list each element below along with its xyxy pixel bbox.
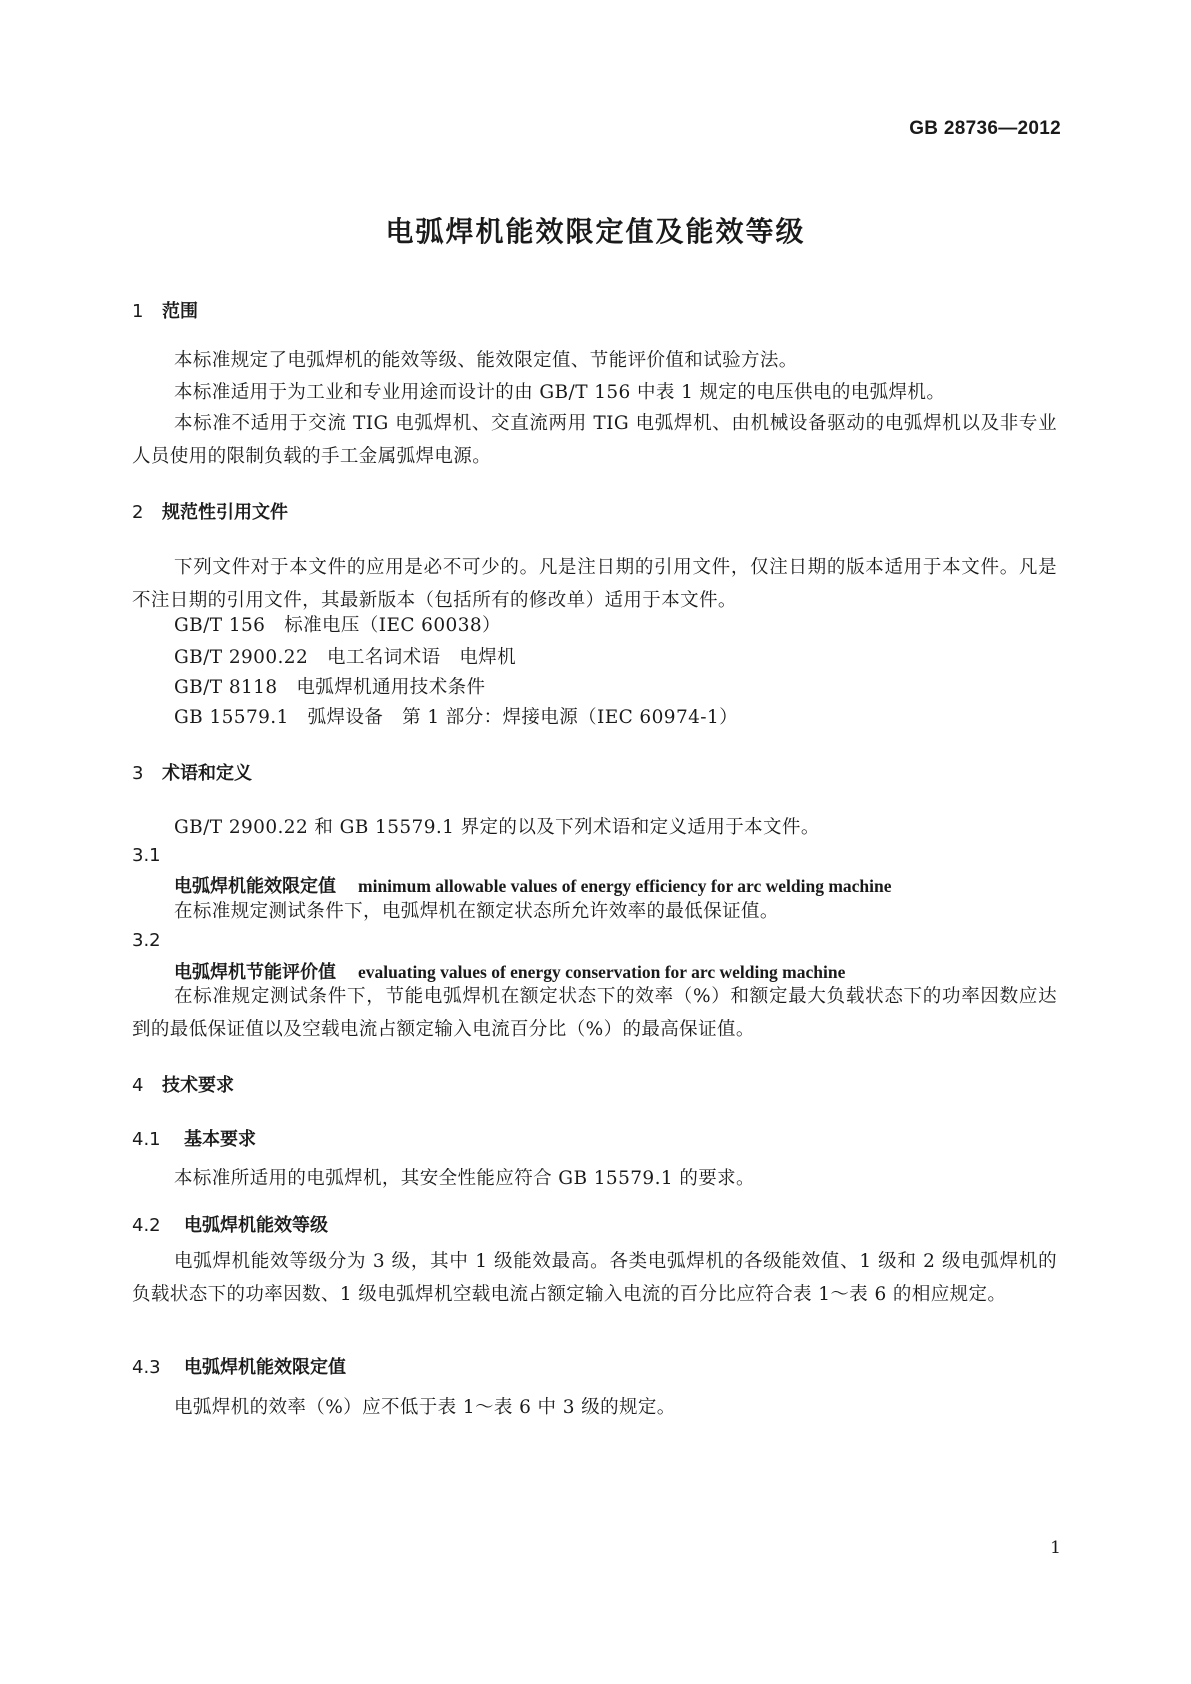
section-1-paragraph-1: 本标准规定了电弧焊机的能效等级、能效限定值、节能评价值和试验方法。 bbox=[174, 350, 798, 371]
term-3-1 bbox=[174, 872, 892, 898]
section-4-1-heading bbox=[132, 1125, 256, 1151]
section-title: 术语和定义 bbox=[162, 763, 252, 784]
term-definition: 在标准规定测试条件下，节能电弧焊机在额定状态下的效率（%）和额定最大负载状态下的功率因数应达到的最低保证值以及空载电流占额定输入电流百分比（%）的最高保证值。 bbox=[132, 986, 1057, 1040]
standard-code: GB 28736—2012 bbox=[909, 118, 1061, 139]
normative-reference: GB 15579.1 弧焊设备 第 1 部分：焊接电源（IEC 60974-1） bbox=[174, 707, 739, 728]
section-title: 技术要求 bbox=[162, 1075, 234, 1096]
section-2-heading bbox=[132, 498, 288, 524]
section-number: 1 bbox=[132, 301, 144, 322]
normative-reference: GB/T 8118 电弧焊机通用技术条件 bbox=[174, 677, 486, 698]
section-4-3-heading bbox=[132, 1353, 346, 1379]
section-4-2-heading bbox=[132, 1211, 328, 1237]
section-4-1-paragraph: 本标准所适用的电弧焊机，其安全性能应符合 GB 15579.1 的要求。 bbox=[174, 1168, 755, 1189]
section-title: 电弧焊机能效限定值 bbox=[184, 1357, 346, 1378]
section-number: 2 bbox=[132, 502, 144, 523]
term-number: 3.2 bbox=[132, 930, 161, 951]
section-title: 规范性引用文件 bbox=[162, 502, 288, 523]
normative-reference: GB/T 156 标准电压（IEC 60038） bbox=[174, 615, 501, 636]
term-chinese: 电弧焊机能效限定值 bbox=[174, 876, 336, 897]
term-chinese: 电弧焊机节能评价值 bbox=[174, 962, 336, 983]
section-3-heading bbox=[132, 759, 252, 785]
term-number: 3.1 bbox=[132, 845, 161, 866]
section-4-2-paragraph: 电弧焊机能效等级分为 3 级，其中 1 级能效最高。各类电弧焊机的各级能效值、1 级和 2 级电弧焊机的负载状态下的功率因数、1 级电弧焊机空载电流占额定输入电流的百分比应符合表 1～表 6 的相应规定。 bbox=[132, 1251, 1057, 1305]
section-number: 3 bbox=[132, 763, 144, 784]
term-english: evaluating values of energy conservation for arc welding machine bbox=[358, 962, 846, 982]
document-title: 电弧焊机能效限定值及能效等级 bbox=[385, 215, 806, 248]
section-title: 基本要求 bbox=[184, 1129, 256, 1150]
section-4-heading bbox=[132, 1071, 234, 1097]
section-title: 范围 bbox=[162, 301, 198, 322]
section-1-heading bbox=[132, 297, 198, 323]
section-1-paragraph-2: 本标准适用于为工业和专业用途而设计的由 GB/T 156 中表 1 规定的电压供电的电弧焊机。 bbox=[174, 382, 946, 403]
section-number: 4.3 bbox=[132, 1357, 161, 1378]
section-number: 4 bbox=[132, 1075, 144, 1096]
page-number: 1 bbox=[1050, 1538, 1061, 1558]
section-2-paragraph-1: 下列文件对于本文件的应用是必不可少的。凡是注日期的引用文件，仅注日期的版本适用于本文件。凡是不注日期的引用文件，其最新版本（包括所有的修改单）适用于本文件。 bbox=[132, 557, 1057, 611]
section-4-3-paragraph: 电弧焊机的效率（%）应不低于表 1～表 6 中 3 级的规定。 bbox=[174, 1397, 676, 1418]
section-1-paragraph-3: 本标准不适用于交流 TIG 电弧焊机、交直流两用 TIG 电弧焊机、由机械设备驱动的电弧焊机以及非专业人员使用的限制负载的手工金属弧焊电源。 bbox=[132, 413, 1057, 467]
section-3-paragraph-1: GB/T 2900.22 和 GB 15579.1 界定的以及下列术语和定义适用于本文件。 bbox=[174, 817, 820, 838]
section-number: 4.2 bbox=[132, 1215, 161, 1236]
section-number: 4.1 bbox=[132, 1129, 161, 1150]
section-title: 电弧焊机能效等级 bbox=[184, 1215, 328, 1236]
normative-reference: GB/T 2900.22 电工名词术语 电焊机 bbox=[174, 647, 517, 668]
term-definition: 在标准规定测试条件下，电弧焊机在额定状态所允许效率的最低保证值。 bbox=[174, 901, 779, 922]
term-english: minimum allowable values of energy efficiency for arc welding machine bbox=[358, 876, 892, 896]
